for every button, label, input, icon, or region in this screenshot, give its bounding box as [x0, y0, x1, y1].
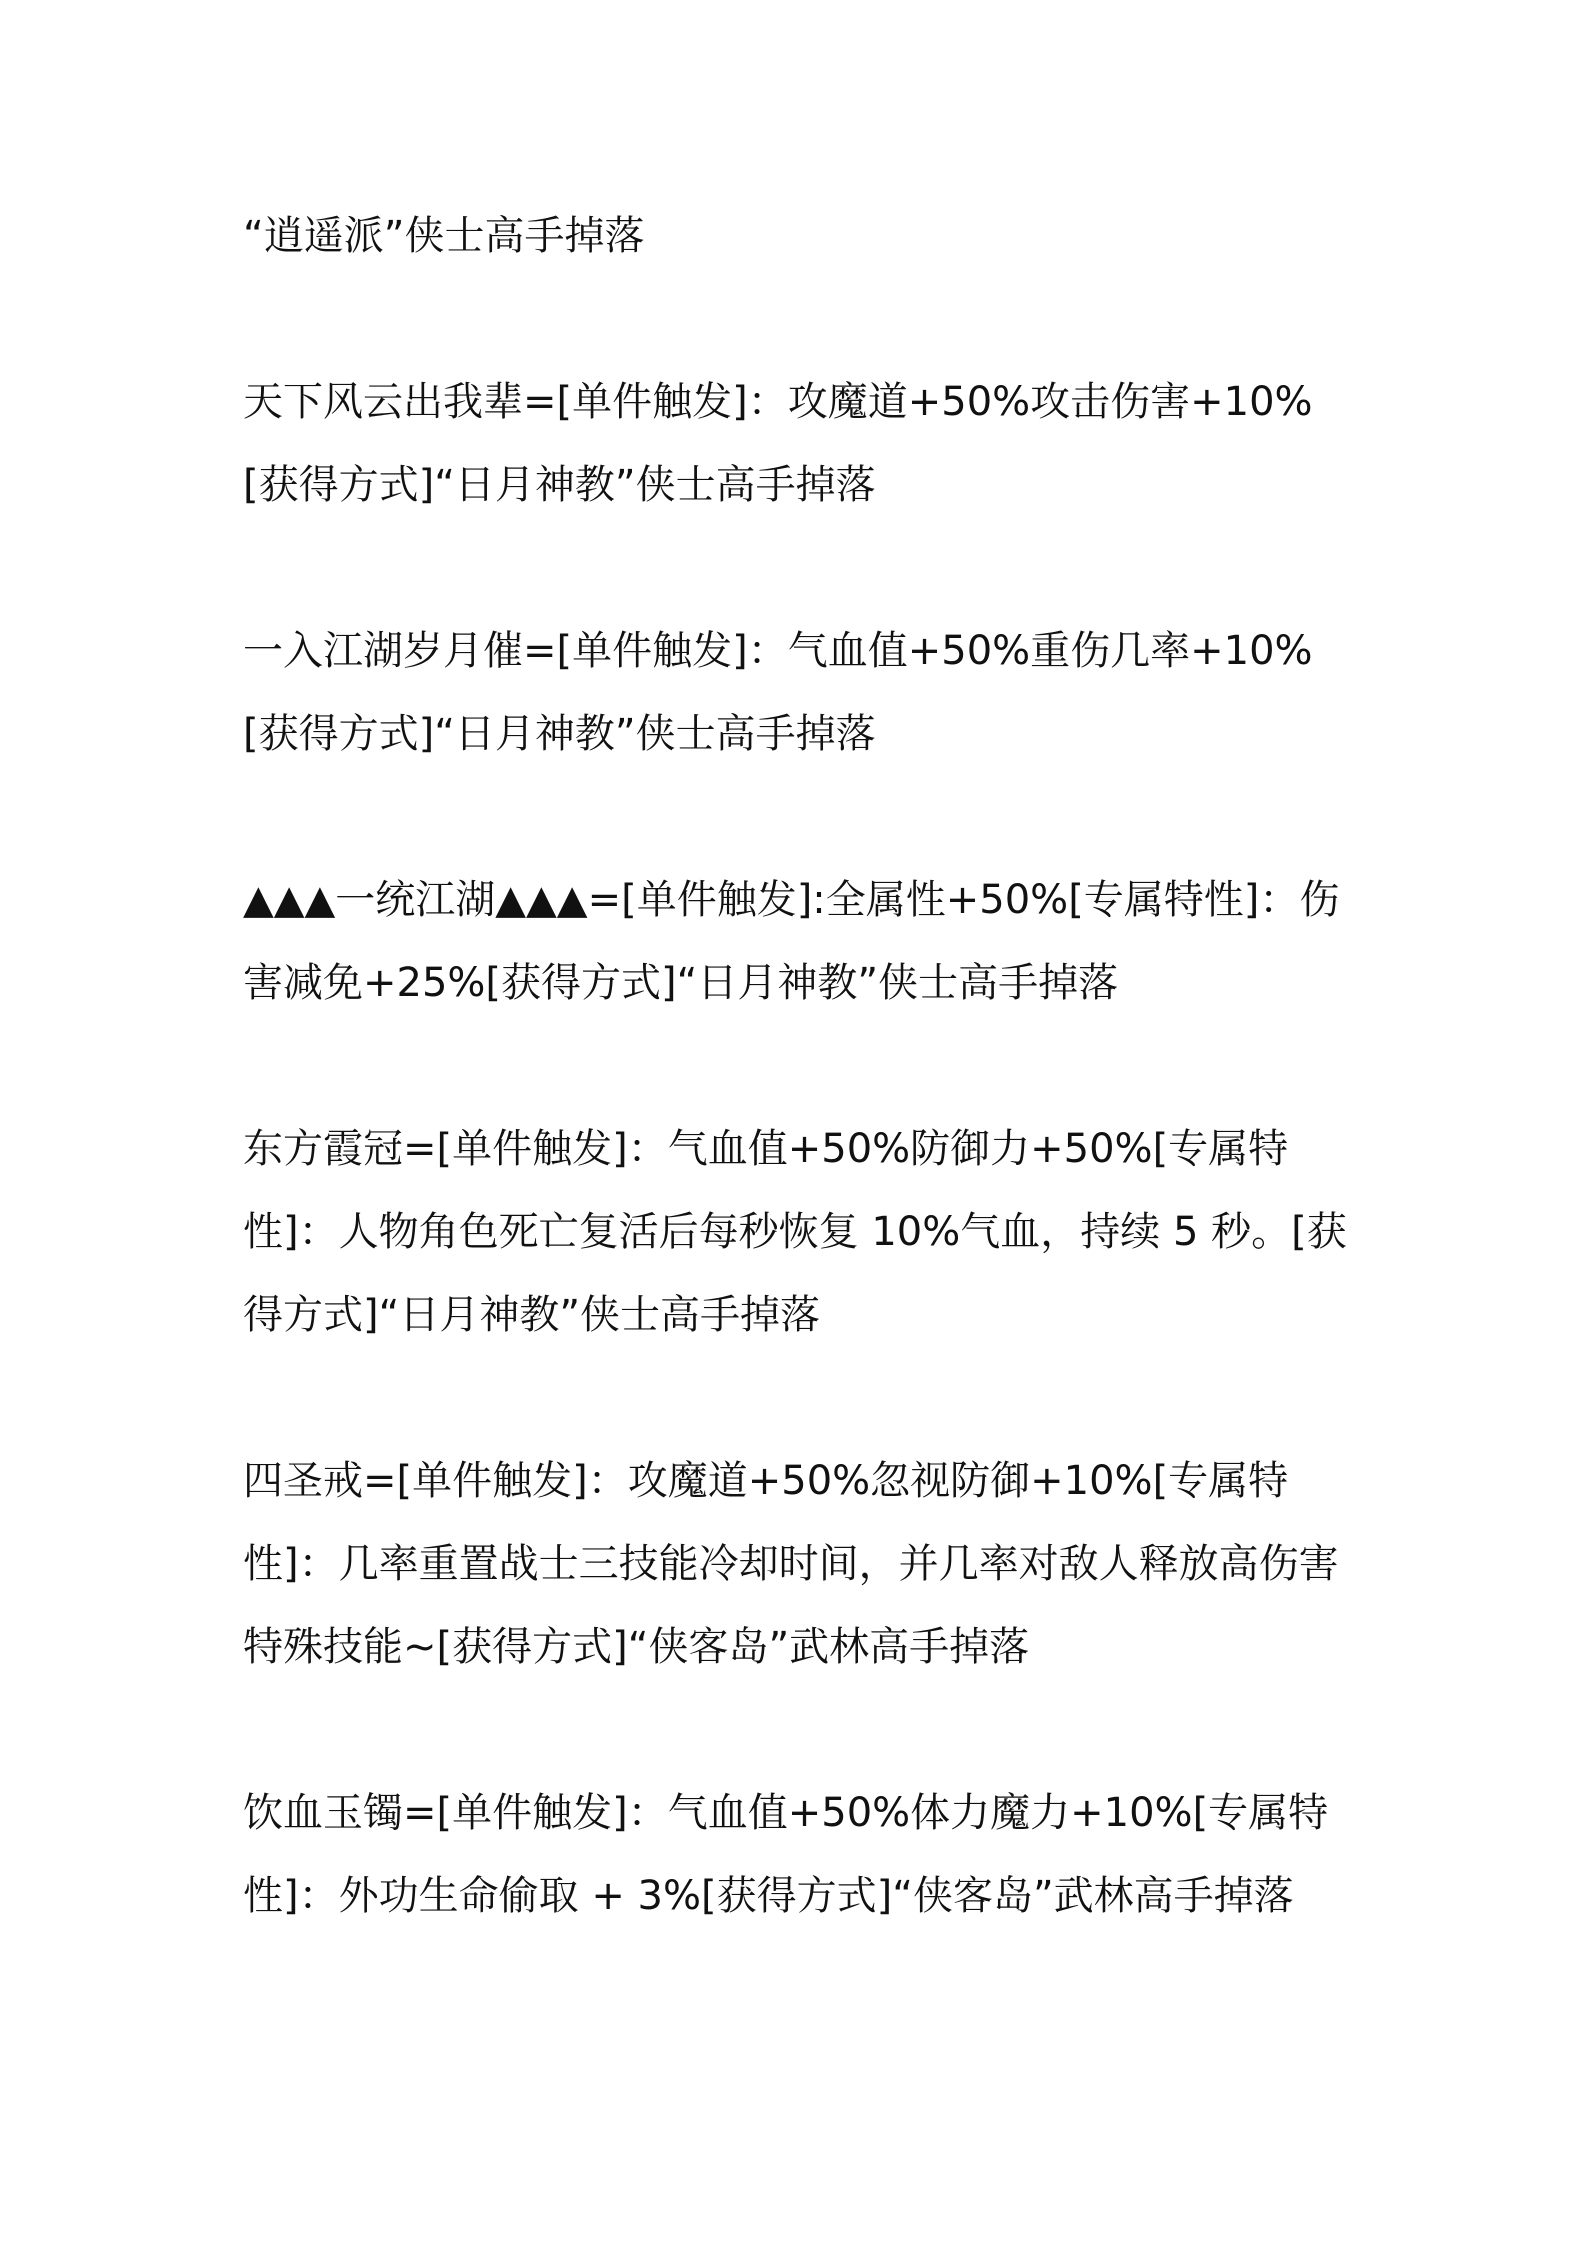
paragraph-item: ▲▲▲一统江湖▲▲▲=[单件触发]:全属性+50%[专属特性]：伤害减免+25%[获得方式]“日月神教”侠士高手掉落: [243, 877, 1340, 1006]
document-body: [243, 195, 1363, 1938]
paragraph-item: 四圣戒=[单件触发]：攻魔道+50%忽视防御+10%[专属特性]：几率重置战士三技能冷却时间，并几率对敌人释放高伤害特殊技能~[获得方式]“侠客岛”武林高手掉落: [243, 1458, 1339, 1670]
paragraph-item: 东方霞冠=[单件触发]：气血值+50%防御力+50%[专属特性]：人物角色死亡复活后每秒恢复 10%气血，持续 5 秒。[获得方式]“日月神教”侠士高手掉落: [243, 1126, 1347, 1338]
paragraph-item: 饮血玉镯=[单件触发]：气血值+50%体力魔力+10%[专属特性]：外功生命偷取 + 3%[获得方式]“侠客岛”武林高手掉落: [243, 1790, 1329, 1919]
paragraph-item: 天下风云出我辈=[单件触发]：攻魔道+50%攻击伤害+10%[获得方式]“日月神教”侠士高手掉落: [243, 379, 1313, 508]
paragraph-item: 一入江湖岁月催=[单件触发]：气血值+50%重伤几率+10%[获得方式]“日月神教”侠士高手掉落: [243, 628, 1313, 757]
paragraph-drop-source: “逍遥派”侠士高手掉落: [243, 213, 645, 259]
